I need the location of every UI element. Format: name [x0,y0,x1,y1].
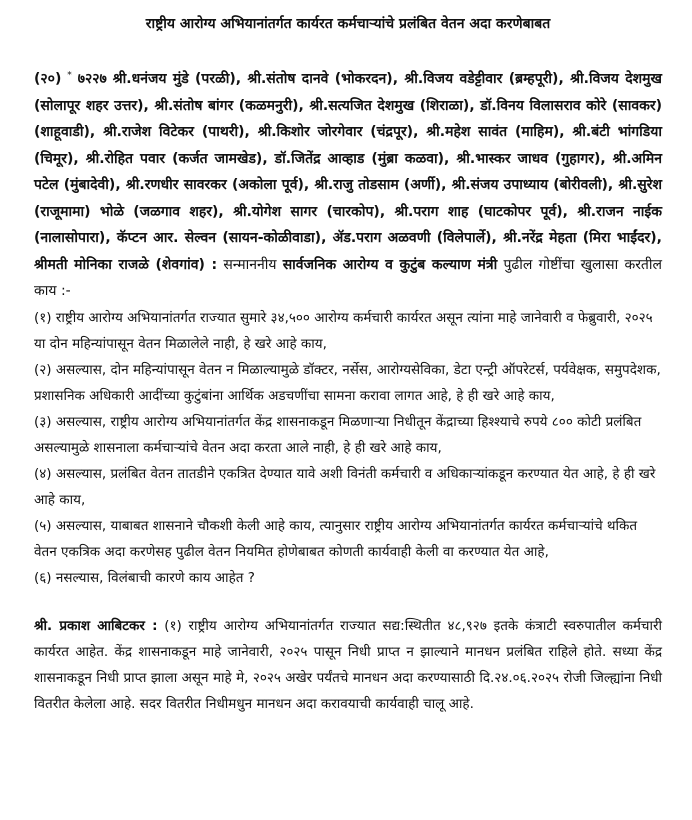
sub-question-1: (१) राष्ट्रीय आरोग्य अभियानांतर्गत राज्यात सुमारे ३४,५०० आरोग्य कर्मचारी कार्यरत असून त्यांना माहे जानेवारी व फेब्रुवारी, २०२५ या दोन महिन्यांपासून वेतन मिळालेले नाही, हे खरे आहे काय, [34,309,653,352]
answer-text: (१) राष्ट्रीय आरोग्य अभियानांतर्गत राज्यात सद्य:स्थितीत ४८,९२७ इतके कंत्राटी स्वरुपातील कर्मचारी कार्यरत आहेत. केंद्र शासनाकडून माहे जानेवारी, २०२५ पासून निधी प्राप्त न झाल्याने मानधन प्रलंबित राहिले होते. सध्या केंद्र शासनाकडून निधी प्राप्त झाला असून माहे मे, २०२५ अखेर पर्यंतचे मानधन अदा करण्यासाठी दि.२४.०६.२०२५ रोजी जिल्ह्यांना निधी वितरीत केलेला आहे. सदर वितरीत निधीमधुन मानधन अदा करावयाची कार्यवाही चालू आहे. [34,617,662,712]
address-text: सन्माननीय [223,256,277,273]
answerer-name: श्री. प्रकाश आबिटकर : [34,617,158,634]
question-header [34,66,662,305]
sub-question-2: (२) असल्यास, दोन महिन्यांपासून वेतन न मिळाल्यामुळे डॉक्टर, नर्सेस, आरोग्यसेविका, डेटा एन्ट्री ऑपरेटर्स, पर्यवेक्षक, समुपदेशक, प्रशासनिक अधिकारी आदींच्या कुटुंबांना आर्थिक अडचणींचा सामना करावा लागत आहे, हे ही खरे आहे काय, [34,361,661,404]
sub-question-5: (५) असल्यास, याबाबत शासनाने चौकशी केली आहे काय, त्यानुसार राष्ट्रीय आरोग्य अभियानांतर्गत कार्यरत कर्मचाऱ्यांचे थकित वेतन एकत्रिक अदा करणेसह पुढील वेतन नियमित होणेबाबत कोणती कार्यवाही केली वा करण्यात येत आहे, [34,517,638,560]
starred-question-mark: * [67,70,72,81]
member-list: श्री.धनंजय मुंडे (परळी), श्री.संतोष दानवे (भोकरदन), श्री.विजय वडेट्टीवार (ब्रम्हपूरी), श्री.विजय देशमुख (सोलापूर शहर उत्तर), श्री.संतोष बांगर (कळमनुरी), श्री.सत्यजित देशमुख (शिराळा), डॉ.विनय विलासराव कोरे (सावकर) (शाहूवाडी), श्री.राजेश विटेकर (पाथरी), श्री.किशोर जोरगेवार (चंद्रपूर), श्री.महेश सावंत (माहिम), श्री.बंटी भांगडिया (चिमूर), श्री.रोहित पवार (कर्जत जामखेड), डॉ.जितेंद्र आव्हाड (मुंब्रा कळवा), श्री.भास्कर जाधव (गुहागर), श्री.अमिन पटेल (मुंबादेवी), श्री.रणधीर सावरकर (अकोला पूर्व), श्री.राजु तोडसाम (अर्णी), श्री.संजय उपाध्याय (बोरीवली), श्री.सुरेश (राजूमामा) भोळे (जळगाव शहर), श्री.योगेश सागर (चारकोप), श्री.पराग शाह (घाटकोपर पूर्व), श्री.राजन नाईक (नालासोपारा), कॅप्टन आर. सेल्वन (सायन-कोळीवाडा), ॲड.पराग अळवणी (विलेपार्ले), श्री.नरेंद्र मेहता (मिरा भाईंदर), श्रीमती मोनिका राजळे (शेवगांव) : [34,71,662,273]
question-serial: (२०) [34,71,62,87]
sub-question-4: (४) असल्यास, प्रलंबित वेतन तातडीने एकत्रित देण्यात यावे अशी विनंती कर्मचारी व अधिकाऱ्यांकडून करण्यात येत आहे, हे ही खरे आहे काय, [34,465,656,508]
answer-paragraph [34,613,662,717]
question-number: ७२२७ [77,71,107,87]
sub-question-3: (३) असल्यास, राष्ट्रीय आरोग्य अभियानांतर्गत केंद्र शासनाकडून मिळणाऱ्या निधीतून केंद्राच्या हिश्श्याचे रुपये ८०० कोटी प्रलंबित असल्यामुळे शासनाला कर्मचाऱ्यांचे वेतन अदा करता आले नाही, हे ही खरे आहे काय, [34,413,642,456]
page-title: राष्ट्रीय आरोग्य अभियानांतर्गत कार्यरत कर्मचाऱ्यांचे प्रलंबित वेतन अदा करणेबाबत [145,16,551,32]
minister-name: सार्वजनिक आरोग्य व कुटुंब कल्याण मंत्री [282,256,498,273]
lead-in-text: पुढील गोष्टींचा खुलासा करतील काय :- [34,256,663,299]
sub-question-6: (६) नसल्यास, विलंबाची कारणे काय आहेत ? [34,569,255,586]
